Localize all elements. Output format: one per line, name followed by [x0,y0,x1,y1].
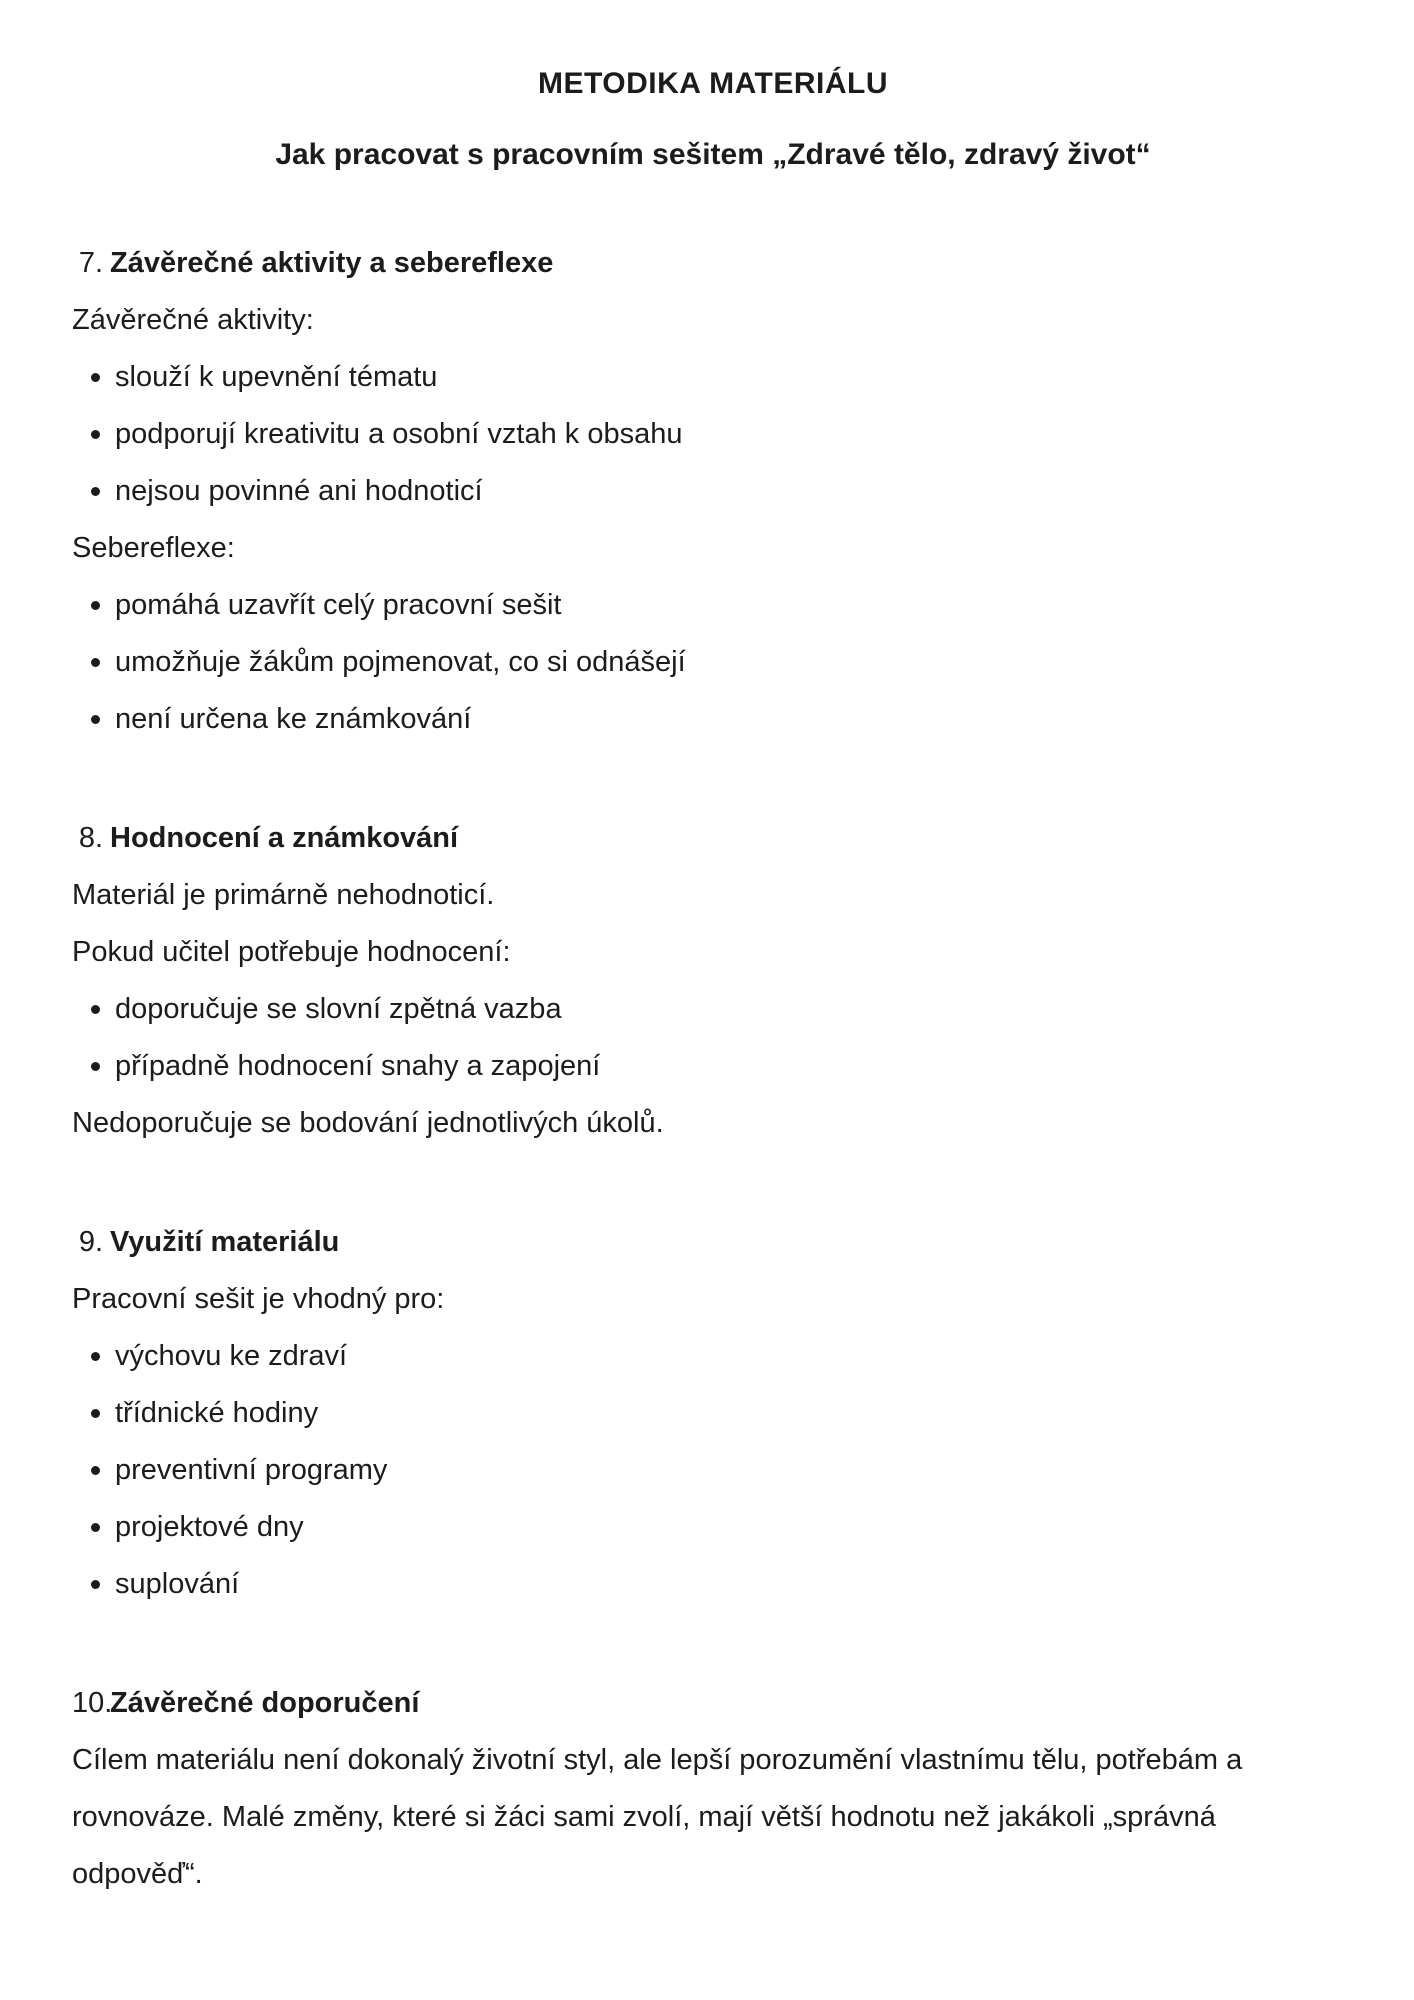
paragraph: Závěrečné aktivity: [72,304,314,336]
list-item [72,981,1354,1038]
list-item-text: preventivní programy [115,1454,388,1486]
bullet-icon [91,1523,100,1532]
list-item [72,349,1354,406]
bullet-icon [91,1466,100,1475]
paragraph: Materiál je primárně nehodnoticí. [72,879,495,911]
bullet-icon [91,373,100,382]
list-item-text: výchovu ke zdraví [115,1340,348,1372]
list-item [72,1556,1354,1613]
page-title: METODIKA MATERIÁLU [537,67,889,100]
list-item [72,691,1354,748]
bullet-icon [91,1062,100,1071]
section-number: 7. [78,247,103,279]
list-item [72,577,1354,634]
section-title: Závěrečné doporučení [110,1687,420,1719]
section-8 [72,810,1354,1152]
bullet-list [72,577,1354,748]
bullet-icon [91,487,100,496]
list-item [72,1442,1354,1499]
section-10 [72,1675,1354,1903]
list-item-text: projektové dny [115,1511,304,1543]
paragraph: Cílem materiálu není dokonalý životní styl, ale lepší porozumění vlastnímu tělu, potřebám a rovnováze. Malé změny, které si žáci sami zvolí, mají větší hodnotu než jakákoli „správná odpověď“. [72,1744,1243,1890]
bullet-list [72,981,1354,1095]
section-title: Hodnocení a známkování [110,822,459,854]
list-item-text: nejsou povinné ani hodnoticí [115,475,483,507]
list-item [72,1499,1354,1556]
list-item [72,406,1354,463]
list-item-text: suplování [115,1568,240,1600]
section-number: 8. [78,822,103,854]
section-7 [72,235,1354,748]
list-item-text: podporují kreativitu a osobní vztah k obsahu [115,418,683,450]
section-9 [72,1214,1354,1613]
list-item-text: třídnické hodiny [115,1397,319,1429]
list-item-text: pomáhá uzavřít celý pracovní sešit [115,589,562,621]
bullet-icon [91,1580,100,1589]
list-item-text: umožňuje žákům pojmenovat, co si odnášejí [115,646,686,678]
paragraph: Nedoporučuje se bodování jednotlivých úkolů. [72,1107,664,1139]
document-header [72,62,1354,177]
section-heading-row [72,1675,1354,1732]
list-item [72,1385,1354,1442]
section-heading-row [72,810,1354,867]
list-item-text: případně hodnocení snahy a zapojení [115,1050,601,1082]
list-item-text: slouží k upevnění tématu [115,361,438,393]
section-title: Využití materiálu [110,1226,340,1258]
bullet-icon [91,1409,100,1418]
list-item [72,463,1354,520]
list-item [72,634,1354,691]
bullet-list [72,349,1354,520]
list-item-text: doporučuje se slovní zpětná vazba [115,993,562,1025]
list-item [72,1328,1354,1385]
paragraph: Pracovní sešit je vhodný pro: [72,1283,445,1315]
bullet-icon [91,715,100,724]
section-heading-row [72,235,1354,292]
list-item-text: není určena ke známkování [115,703,472,735]
section-number: 10. [72,1687,113,1719]
section-number: 9. [78,1226,103,1258]
bullet-icon [91,1005,100,1014]
section-heading-row [72,1214,1354,1271]
bullet-icon [91,1352,100,1361]
paragraph: Pokud učitel potřebuje hodnocení: [72,936,511,968]
paragraph: Sebereflexe: [72,532,235,564]
bullet-icon [91,430,100,439]
bullet-list [72,1328,1354,1613]
bullet-icon [91,601,100,610]
list-item [72,1038,1354,1095]
page-subtitle: Jak pracovat s pracovním sešitem „Zdravé tělo, zdravý život“ [275,138,1151,171]
section-title: Závěrečné aktivity a sebereflexe [110,247,554,279]
bullet-icon [91,658,100,667]
